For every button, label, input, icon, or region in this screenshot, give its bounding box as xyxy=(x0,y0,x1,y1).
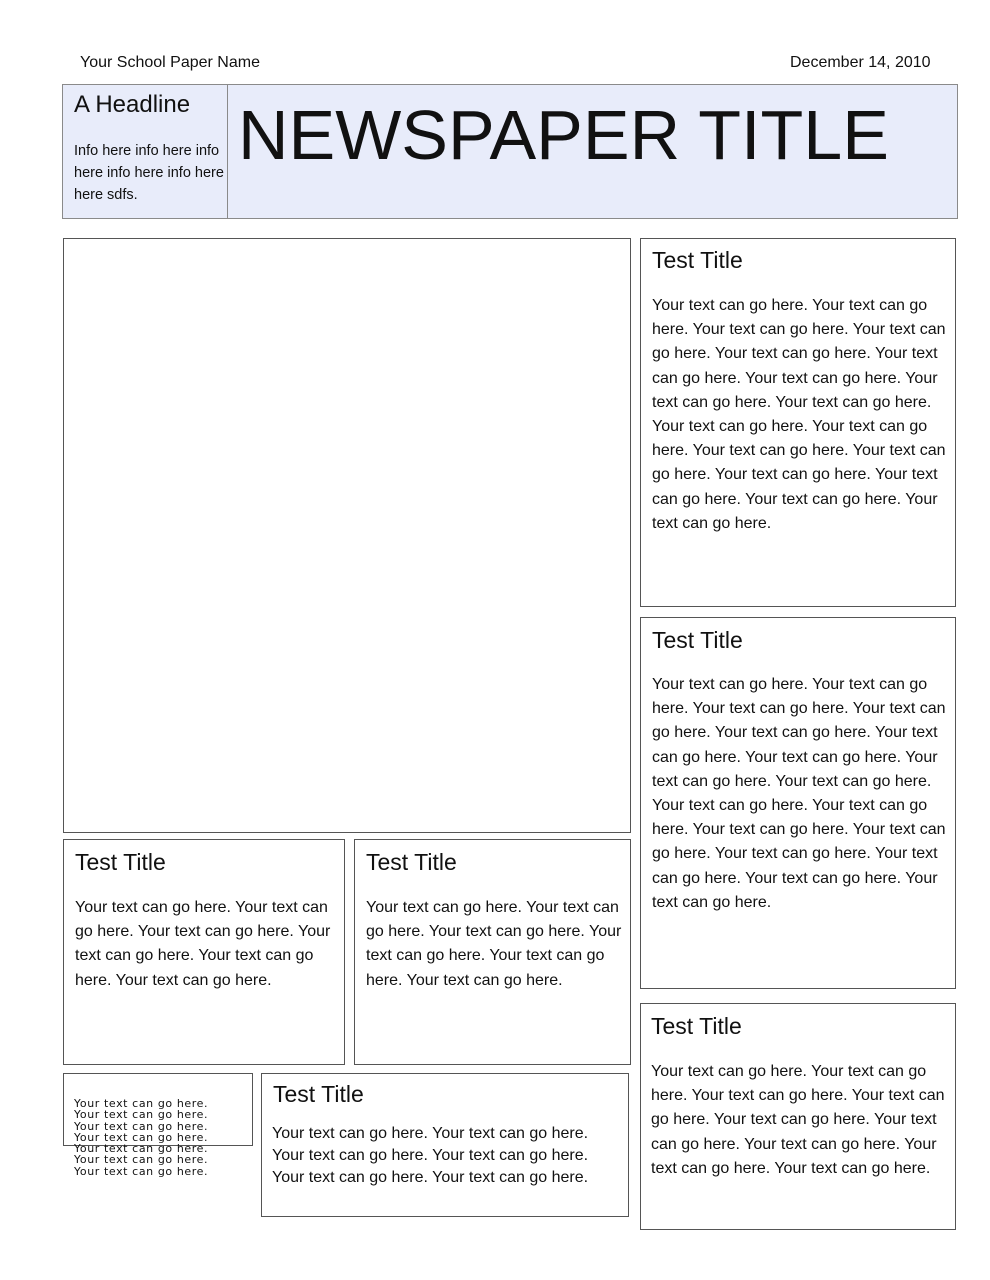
article-text: Your text can go here. Your text can go here. Your text can go here. Your text can go here. Your text can go here. Your text can go here. xyxy=(75,899,331,989)
article-text: Your text can go here. Your text can go here. Your text can go here. Your text can go here. Your text can go here. Your text can go here. Your text can go here. Your text can go here. Your text can go here. Your text can go here. Your text can go here. Your text can go here. Your text can go here. Your text can go here. Your text can go here. Your text can go here. Your text can go here. xyxy=(652,297,946,532)
article-middle-left xyxy=(63,839,345,1065)
article-right-2 xyxy=(640,617,956,989)
small-box-text: Your text can go here. Your text can go here. Your text can go here. Your text can go here. Your text can go here. Your text can go here. Your text can go here. xyxy=(74,1097,209,1178)
article-right-1 xyxy=(640,238,956,607)
article-right-3 xyxy=(640,1003,956,1230)
article-title: Test Title xyxy=(75,849,166,875)
article-title: Test Title xyxy=(366,849,457,875)
article-title: Test Title xyxy=(652,627,743,653)
image-placeholder xyxy=(63,238,631,833)
masthead-headline: A Headline xyxy=(74,91,191,118)
article-title: Test Title xyxy=(651,1013,742,1039)
article-text: Your text can go here. Your text can go here. Your text can go here. Your text can go here. Your text can go here. Your text can go here. Your text can go here. Your text can go here. Your text can go here. Your text can go here. Your text can go here. Your text can go here. Your text can go here. Your text can go here. Your text can go here. Your text can go here. Your text can go here. xyxy=(652,676,946,911)
article-middle-right xyxy=(354,839,631,1065)
article-text: Your text can go here. Your text can go here. Your text can go here. Your text can go here. Your text can go here. Your text can go here. xyxy=(272,1125,589,1186)
masthead-info: Info here info here info here info here info here here sdfs. xyxy=(74,143,224,203)
masthead-divider xyxy=(227,84,228,219)
school-paper-name: Your School Paper Name xyxy=(80,54,260,71)
article-title: Test Title xyxy=(652,247,743,273)
newspaper-title: NEWSPAPER TITLE xyxy=(238,96,889,174)
article-title: Test Title xyxy=(273,1081,364,1107)
article-text: Your text can go here. Your text can go here. Your text can go here. Your text can go here. Your text can go here. Your text can go here. Your text can go here. Your text can go here. Your text can go here. xyxy=(651,1063,945,1177)
article-text: Your text can go here. Your text can go here. Your text can go here. Your text can go here. Your text can go here. Your text can go here. xyxy=(366,899,622,989)
paper-date: December 14, 2010 xyxy=(790,54,931,71)
